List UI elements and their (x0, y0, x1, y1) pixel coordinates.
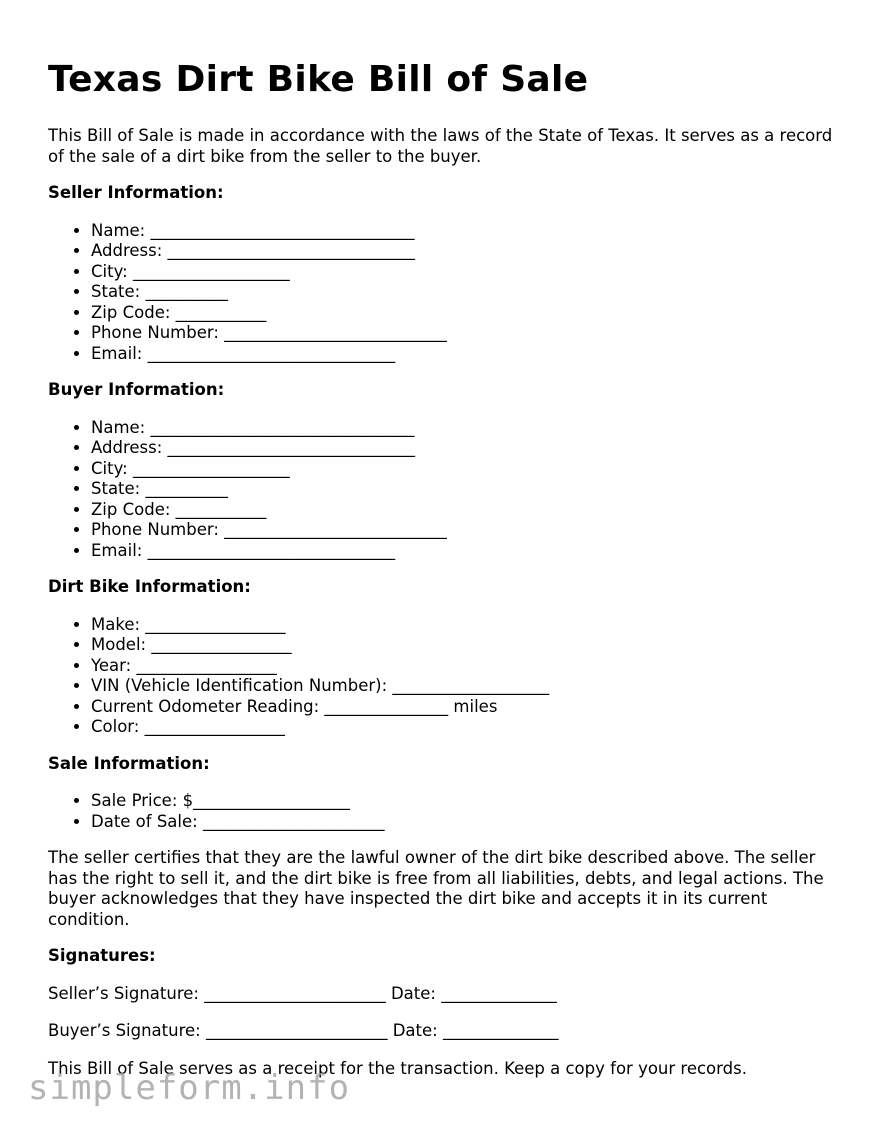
bike-make-field[interactable]: • Make: _________________ (91, 615, 838, 636)
seller-zip-field[interactable]: • Zip Code: ___________ (91, 303, 838, 324)
page-title: Texas Dirt Bike Bill of Sale (48, 59, 589, 100)
seller-phone-field[interactable]: • Phone Number: ___________________________ (91, 323, 838, 344)
buyer-fields-list (48, 418, 838, 562)
buyer-phone-field[interactable]: • Phone Number: ___________________________ (91, 520, 838, 541)
seller-address-field[interactable]: • Address: ______________________________ (91, 241, 838, 262)
buyer-address-field[interactable]: • Address: ______________________________ (91, 438, 838, 459)
bike-model-field[interactable]: • Model: _________________ (91, 635, 838, 656)
buyer-state-field[interactable]: • State: __________ (91, 479, 838, 500)
seller-state-field[interactable]: • State: __________ (91, 282, 838, 303)
sale-heading: Sale Information: (48, 753, 210, 773)
seller-city-field[interactable]: • City: ___________________ (91, 262, 838, 283)
bike-fields-list (48, 615, 838, 738)
footer-note: This Bill of Sale serves as a receipt for the transaction. Keep a copy for your records. (48, 1058, 747, 1078)
sale-date-field[interactable]: • Date of Sale: ______________________ (91, 812, 838, 833)
buyer-signature-line[interactable]: Buyer’s Signature: ______________________ Date: ______________ (48, 1021, 559, 1040)
certification-paragraph: The seller certifies that they are the lawful owner of the dirt bike described above. The seller has the right to sell it, and the dirt bike is free from all liabilities, debts, and legal actions. The buyer acknowledges that they have inspected the dirt bike and accepts it in its current condition. (48, 848, 824, 929)
watermark-text: simpleform.info (28, 1068, 351, 1108)
intro-paragraph: This Bill of Sale is made in accordance with the laws of the State of Texas. It serves as a record of the sale of a dirt bike from the seller to the buyer. (48, 126, 833, 166)
bike-heading: Dirt Bike Information: (48, 577, 251, 596)
bike-color-field[interactable]: • Color: _________________ (91, 717, 838, 738)
sale-price-field[interactable]: • Sale Price: $___________________ (91, 791, 838, 812)
buyer-zip-field[interactable]: • Zip Code: ___________ (91, 500, 838, 521)
sale-fields-list (48, 791, 838, 832)
seller-heading: Seller Information: (48, 183, 224, 202)
seller-name-field[interactable]: • Name: ________________________________ (91, 221, 838, 242)
seller-signature-line[interactable]: Seller’s Signature: ______________________ Date: ______________ (48, 983, 557, 1003)
seller-fields-list (48, 221, 838, 365)
buyer-name-field[interactable]: • Name: ________________________________ (91, 418, 838, 439)
bike-odometer-field[interactable]: • Current Odometer Reading: _______________ miles (91, 697, 838, 718)
bike-vin-field[interactable]: • VIN (Vehicle Identification Number): ___________________ (91, 676, 838, 697)
bike-year-field[interactable]: • Year: _________________ (91, 656, 838, 677)
buyer-email-field[interactable]: • Email: ______________________________ (91, 541, 838, 562)
buyer-city-field[interactable]: • City: ___________________ (91, 459, 838, 480)
seller-email-field[interactable]: • Email: ______________________________ (91, 344, 838, 365)
document-page (48, 58, 838, 1095)
buyer-heading: Buyer Information: (48, 380, 225, 399)
signatures-heading: Signatures: (48, 946, 156, 965)
